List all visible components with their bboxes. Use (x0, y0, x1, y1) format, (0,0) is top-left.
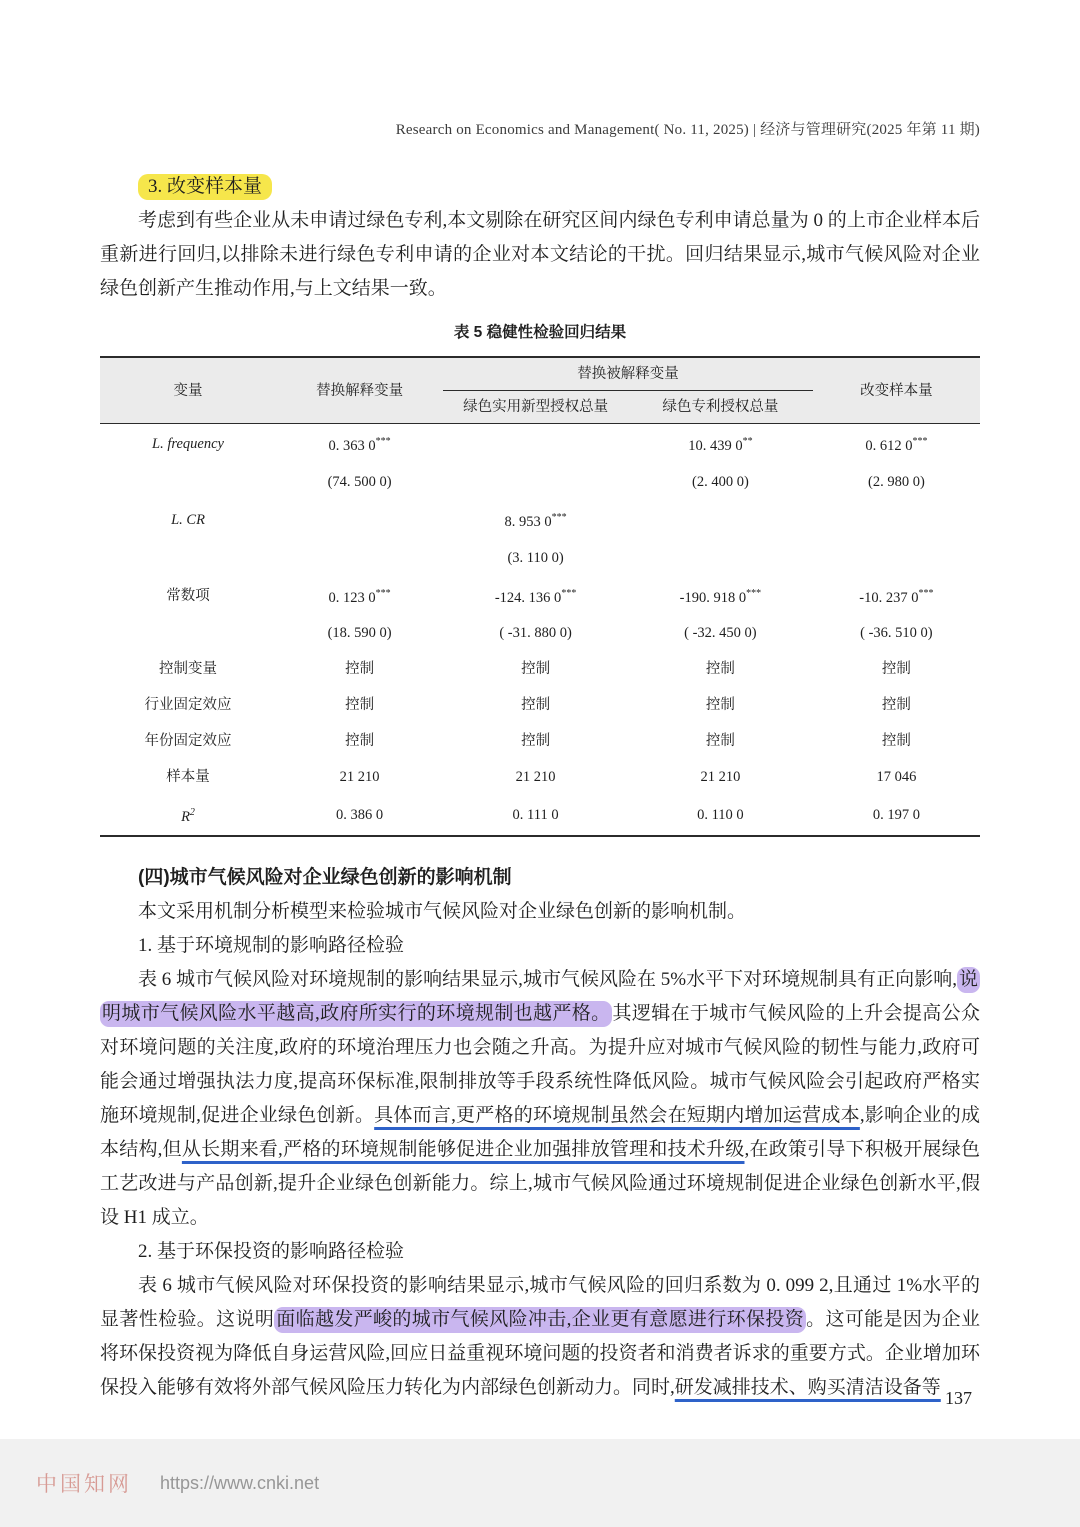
purple-highlight-segment: 说明城市气候风险水平越高,政府所实行的环境规制也越严格。 (100, 967, 980, 1027)
table-cell: (74. 500 0) (327, 473, 392, 490)
table-cell: 0. 386 0 (336, 807, 384, 824)
table-header-row (100, 357, 980, 391)
table-cell: 控制 (705, 733, 735, 750)
row-label: 行业固定效应 (144, 697, 232, 714)
text-segment: ,影响企业的成本结构,但 (100, 1105, 980, 1161)
table-cell (443, 576, 628, 616)
table-cell: 0. 111 0 (512, 807, 559, 824)
text-segment: ,在政策引导下积极开展绿色工艺改进与产品创新,提升企业绿色创新能力。综上,城市气候风险通过环境规制促进企业绿色创新水平,假设 H1 成立。 (100, 1139, 980, 1229)
superscript: 2 (189, 807, 195, 819)
paragraph-investment-path (100, 1269, 980, 1405)
row-label (100, 795, 276, 836)
yellow-highlight: 3. 改变样本量 (138, 174, 272, 200)
table-cell (628, 576, 813, 616)
table-cell: 控制 (881, 733, 911, 750)
table-cell-empty (813, 540, 980, 576)
table-cell-empty (443, 424, 628, 464)
significance-stars: *** (375, 436, 391, 447)
row-label: 年份固定效应 (144, 733, 232, 750)
table-cell-empty (276, 540, 443, 576)
table-cell: 控制 (705, 661, 735, 678)
table-row (100, 723, 980, 759)
row-label: 常数项 (166, 587, 210, 604)
table-cell (813, 576, 980, 616)
table-row (100, 500, 980, 540)
table-cell: 控制 (881, 661, 911, 678)
table-cell (628, 424, 813, 464)
significance-stars: *** (561, 587, 577, 599)
cell-value: R (181, 809, 190, 826)
table-cell-empty (443, 464, 628, 500)
table-cell: ( -36. 510 0) (860, 625, 933, 642)
table-cell: 17 046 (876, 769, 917, 786)
table-cell: 控制 (521, 661, 551, 678)
table-cell-empty (813, 500, 980, 540)
table-cell-empty (628, 540, 813, 576)
table-5-header (100, 357, 980, 424)
blue-underline-segment: 具体而言,更严格的环境规制虽然会在短期内增加运营成本 (374, 1105, 860, 1127)
paragraph-regulation-path (100, 963, 980, 1235)
row-label: 样本量 (166, 769, 210, 786)
page-number: 137 (941, 1388, 976, 1409)
table-cell: 0. 197 0 (872, 807, 920, 824)
table-cell: 21 210 (515, 769, 556, 786)
table-cell: 21 210 (700, 769, 741, 786)
table-cell: (3. 110 0) (507, 549, 564, 566)
table-cell (276, 424, 443, 464)
table-row (100, 651, 980, 687)
table-row (100, 540, 980, 576)
table-cell: 控制 (345, 733, 375, 750)
table-cell (276, 576, 443, 616)
page-content (100, 170, 980, 1405)
cell-value: 0. 612 0 (865, 437, 913, 454)
table-cell (813, 424, 980, 464)
section-heading-mechanism: (四)城市气候风险对企业绿色创新的影响机制 (138, 867, 512, 889)
row-label: L. CR (171, 511, 205, 528)
row-label: L. frequency (152, 435, 224, 452)
cell-value: -10. 237 0 (859, 589, 919, 606)
text-segment: 表 6 城市气候风险对环境规制的影响结果显示,城市气候风险在 5%水平下对环境规制具有正向影响, (138, 969, 957, 991)
table-5 (100, 356, 980, 837)
table-cell-empty (628, 500, 813, 540)
table-cell: (2. 400 0) (691, 473, 749, 490)
table-row (100, 424, 980, 464)
table-cell: (2. 980 0) (867, 473, 925, 490)
col-header-change-sample: 改变样本量 (813, 357, 980, 424)
col-header-replace-explained: 替换被解释变量 (443, 357, 813, 391)
paragraph-mechanism-intro: 本文采用机制分析模型来检验城市气候风险对企业绿色创新的影响机制。 (138, 901, 747, 923)
table-cell: 21 210 (339, 769, 380, 786)
blue-underline-segment: 从长期来看,严格的环境规制能够促进企业加强排放管理和技术升级 (181, 1139, 745, 1161)
significance-stars: *** (918, 587, 934, 599)
cnki-footer (0, 1439, 1080, 1527)
col-header-green-patent: 绿色专利授权总量 (628, 391, 813, 424)
table-cell-empty (276, 500, 443, 540)
cell-value: -124. 136 0 (494, 589, 562, 606)
col-header-variable: 变量 (100, 357, 276, 424)
significance-stars: *** (746, 587, 762, 599)
text-segment: 表 6 城市气候风险对环保投资的影响结果显示,城市气候风险的回归系数为 0. 099 2,且通过 1%水平的显著性检验。这说明 (100, 1275, 980, 1331)
col-header-green-utility: 绿色实用新型授权总量 (443, 391, 628, 424)
table-cell: ( -31. 880 0) (499, 625, 572, 642)
table-cell-empty (100, 615, 276, 651)
cell-value: 10. 439 0 (688, 437, 743, 454)
table-row (100, 615, 980, 651)
table-cell: 控制 (705, 697, 735, 714)
table-cell: ( -32. 450 0) (684, 625, 757, 642)
table-5-title: 表 5 稳健性检验回归结果 (453, 324, 627, 341)
cnki-url-link[interactable]: https://www.cnki.net (160, 1472, 320, 1493)
significance-stars: *** (375, 587, 391, 599)
table-row (100, 576, 980, 616)
table-cell-empty (100, 540, 276, 576)
table-cell: 控制 (521, 733, 551, 750)
table-cell: (18. 590 0) (327, 625, 392, 642)
journal-header-line: Research on Economics and Management( No. 11, 2025) | 经济与管理研究(2025 年第 11 期) (395, 122, 980, 138)
purple-highlight-segment: 面临越发严峻的城市气候风险冲击,企业更有意愿进行环保投资 (274, 1307, 806, 1333)
table-row (100, 759, 980, 795)
cell-value: 8. 953 0 (504, 513, 552, 530)
table-cell: 控制 (881, 697, 911, 714)
row-label: 控制变量 (159, 661, 217, 678)
significance-stars: *** (912, 436, 928, 447)
table-5-body (100, 424, 980, 837)
table-cell (443, 500, 628, 540)
text-segment: 其逻辑在于城市气候风险的上升会提高公众对环境问题的关注度,政府的环境治理压力也会随之升高。为提升应对城市气候风险的韧性与能力,政府可能会通过增强执法力度,提高环保标准,限制排放等手段系统性降低风险。城市气候风险会引起政府严格实施环境规制,促进企业绿色创新。 (100, 1003, 980, 1127)
blue-underline-segment: 研发减排技术、购买清洁设备等 (674, 1377, 941, 1399)
table-cell: 控制 (345, 661, 375, 678)
subsection-heading-regulation-path: 1. 基于环境规制的影响路径检验 (138, 935, 405, 957)
significance-stars: *** (551, 511, 567, 523)
cnki-brand: 中国知网 (36, 1472, 132, 1496)
cell-value: 0. 123 0 (328, 589, 376, 606)
table-cell: 控制 (345, 697, 375, 714)
text-segment: 。这可能是因为企业将环保投资视为降低自身运营风险,回应日益重视环境问题的投资者和消费者诉求的重要方式。企业增加环保投入能够有效将外部气候风险压力转化为内部绿色创新动力。同时, (100, 1309, 980, 1399)
significance-stars: ** (742, 436, 753, 447)
table-row (100, 464, 980, 500)
table-row (100, 795, 980, 836)
paragraph-robustness: 考虑到有些企业从未申请过绿色专利,本文剔除在研究区间内绿色专利申请总量为 0 的上市企业样本后重新进行回归,以排除未进行绿色专利申请的企业对本文结论的干扰。回归结果显示,城市气候风险对企业绿色创新产生推动作用,与上文结果一致。 (100, 210, 980, 299)
cell-value: 0. 363 0 (328, 437, 376, 454)
cell-value: -190. 918 0 (679, 589, 747, 606)
subsection-heading-investment-path: 2. 基于环保投资的影响路径检验 (138, 1241, 405, 1263)
table-cell-empty (100, 464, 276, 500)
table-cell: 控制 (521, 697, 551, 714)
col-header-replace-explanatory: 替换解释变量 (276, 357, 443, 424)
section-heading-change-sample (100, 170, 980, 204)
table-row (100, 687, 980, 723)
table-cell: 0. 110 0 (697, 807, 744, 824)
